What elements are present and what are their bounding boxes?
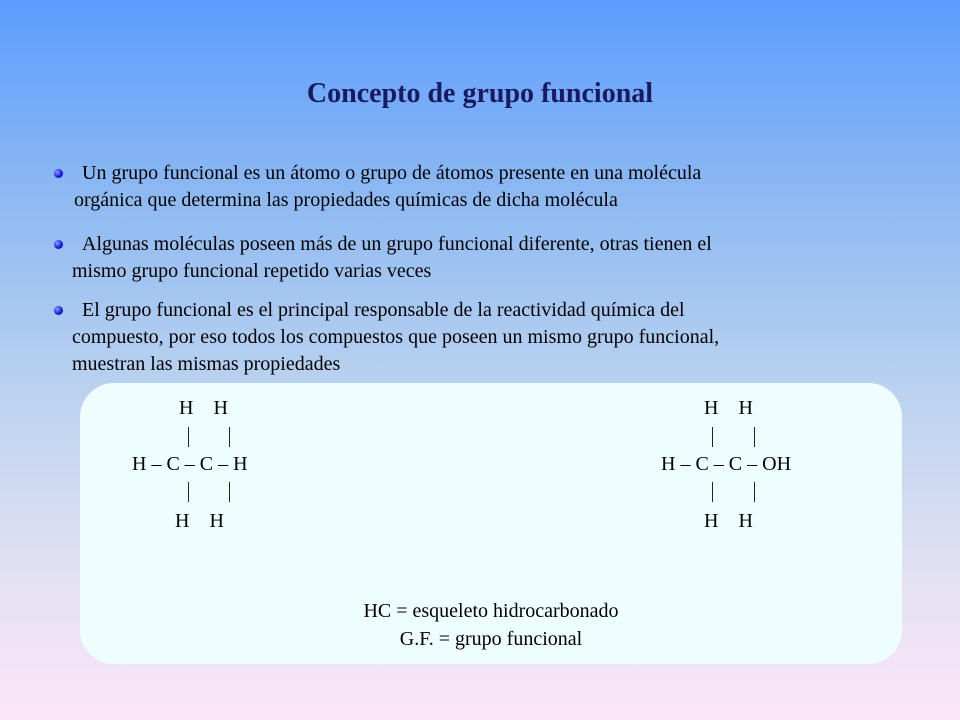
bond-line	[229, 427, 230, 447]
ethane-bottom-hydrogens: H H	[175, 510, 224, 532]
bullet-line: compuesto, por eso todos los compuestos que poseen un mismo grupo funcional,	[72, 326, 720, 348]
bullet-item-multiple-groups	[52, 231, 902, 285]
bond-line	[712, 482, 713, 502]
bond-line	[188, 482, 189, 502]
bond-line	[229, 482, 230, 502]
legend	[80, 597, 902, 653]
bullet-text	[72, 231, 902, 285]
bullet-line: muestran las mismas propiedades	[72, 353, 341, 375]
bullet-line: orgánica que determina las propiedades químicas de dicha molécula	[74, 189, 618, 211]
bullet-item-definition	[52, 160, 902, 214]
ethane-main-chain: H – C – C – H	[132, 453, 248, 475]
bond-line	[188, 427, 189, 447]
legend-hc: HC = esqueleto hidrocarbonado	[363, 600, 619, 622]
legend-gf: G.F. = grupo funcional	[399, 628, 583, 650]
ethanol-main-chain: H – C – C – OH	[661, 453, 792, 475]
bullet-text	[72, 297, 902, 378]
bullet-text	[74, 160, 902, 214]
ethane-top-hydrogens: H H	[179, 397, 228, 419]
ethanol-top-hydrogens: H H	[704, 397, 753, 419]
ethane-structure	[132, 398, 312, 533]
ethanol-structure	[661, 398, 841, 533]
bullet-item-reactivity	[52, 297, 902, 378]
bullet-dot-icon	[54, 169, 63, 178]
bond-line	[754, 482, 755, 502]
bullet-line: El grupo funcional es el principal responsable de la reactividad química del	[82, 299, 685, 321]
bond-line	[712, 427, 713, 447]
slide-title: Concepto de grupo funcional	[306, 78, 654, 109]
bullet-line: mismo grupo funcional repetido varias veces	[72, 260, 432, 282]
bullet-line: Algunas moléculas poseen más de un grupo funcional diferente, otras tienen el	[82, 233, 712, 255]
bullet-line: Un grupo funcional es un átomo o grupo de átomos presente en una molécula	[82, 162, 702, 184]
structures-panel	[80, 383, 902, 664]
bullet-dot-icon	[54, 240, 63, 249]
ethanol-bottom-hydrogens: H H	[704, 510, 753, 532]
bond-line	[754, 427, 755, 447]
bullet-dot-icon	[54, 306, 63, 315]
